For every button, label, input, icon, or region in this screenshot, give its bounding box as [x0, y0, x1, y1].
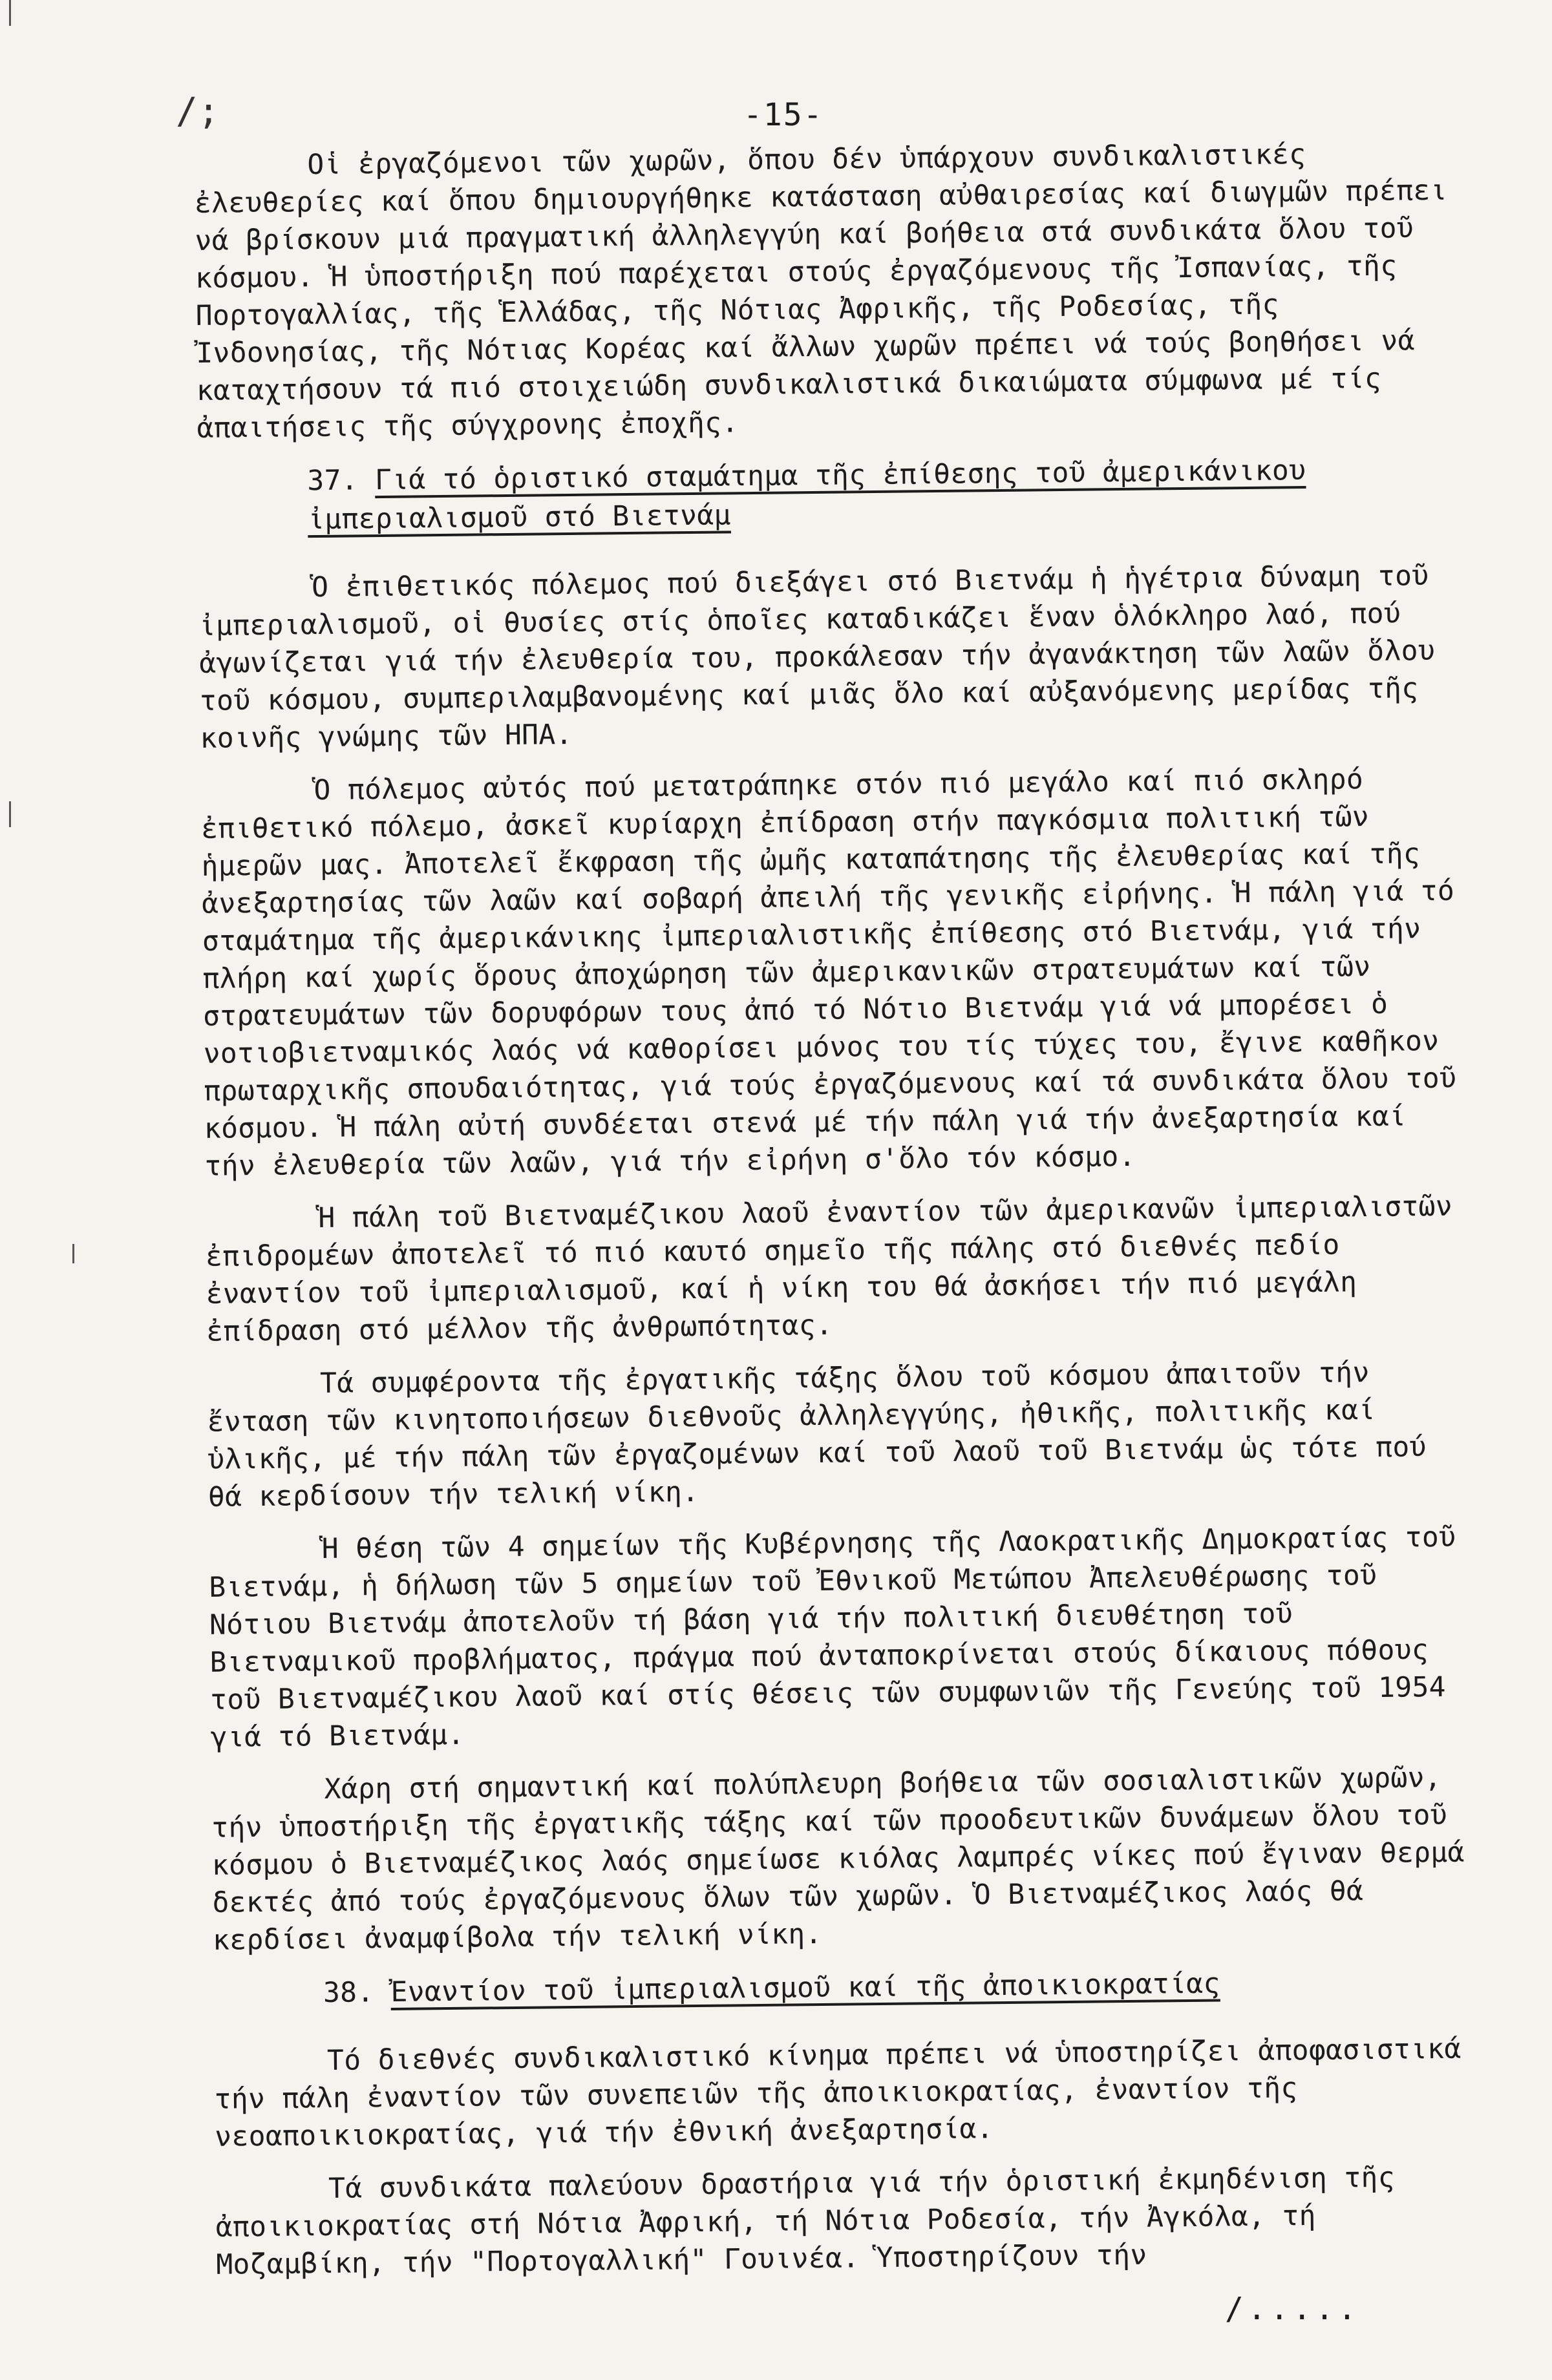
page-number: -15-: [743, 97, 824, 133]
margin-mark-left-2: [72, 1244, 74, 1263]
section-38-paragraph-1: Τό διεθνές συνδικαλιστικό κίνημα πρέπει νά ὑποστηρίζει ἀποφασιστικά τήν πάλη ἐναντίον τῶν συνεπειῶν τῆς ἀποικιοκρατίας, ἐναντίον τῆς νεοαποικιοκρατίας, γιά τήν ἐθνική ἀνεξαρτησία.: [214, 2032, 1478, 2153]
section-37-paragraph-6: Χάρη στή σημαντική καί πολύπλευρη βοήθεια τῶν σοσιαλιστικῶν χωρῶν, τήν ὑποστήριξη τῆς ἐργατικῆς τάξης καί τῶν προοδευτικῶν δυνάμεων ὅλου τοῦ κόσμου ὁ Βιετναμέζικος λαός σημείωσε κιόλας λαμπρές νίκες πού ἔγιναν θερμά δεκτές ἀπό τούς ἐργαζόμενους ὅλων τῶν χωρῶν. Ὁ Βιετναμέζικος λαός θά κερδίσει ἀναμφίβολα τήν τελική νίκη.: [211, 1761, 1482, 1957]
section-37-paragraph-4: Τά συμφέροντα τῆς ἐργατικῆς τάξης ὅλου τοῦ κόσμου ἀπαιτοῦν τήν ἔνταση τῶν κινητοποιήσεων διεθνοῦς ἀλληλεγγύης, ἠθικῆς, πολιτικῆς καί ὑλικῆς, μέ τήν πάλη τῶν ἐργαζομένων καί τοῦ λαοῦ τοῦ Βιετνάμ ὡς τότε πού θά κερδίσουν τήν τελική νίκη.: [207, 1356, 1444, 1513]
section-38-number: 38.: [323, 1976, 374, 2010]
section-37-paragraph-2: Ὁ πόλεμος αὐτός πού μετατράπηκε στόν πιό μεγάλο καί πιό σκληρό ἐπιθετικό πόλεμο, ἀσκεῖ κυρίαρχη ἐπίδραση στήν παγκόσμια πολιτική τῶν ἡμερῶν μας. Ἀποτελεῖ ἔκφραση τῆς ὠμῆς καταπάτησης τῆς ἐλευθερίας καί τῆς ἀνεξαρτησίας τῶν λαῶν καί σοβαρή ἀπειλή τῆς γενικῆς εἰρήνης. Ἡ πάλη γιά τό σταμάτημα τῆς ἀμερικάνικης ἰμπεριαλιστικῆς ἐπίθεσης στό Βιετνάμ, γιά τήν πλήρη καί χωρίς ὅρους ἀποχώρηση τῶν ἀμερικανικῶν στρατευμάτων καί τῶν στρατευμάτων τῶν δορυφόρων τους ἀπό τό Νότιο Βιετνάμ γιά νά μπορέσει ὁ νοτιοβιετναμικός λαός νά καθορίσει μόνος του τίς τύχες του, ἔγινε καθῆκον πρωταρχικῆς σπουδαιότητας, γιά τούς ἐργαζόμενους καί τά συνδικάτα ὅλου τοῦ κόσμου. Ἡ πάλη αὐτή συνδέεται στενά μέ τήν πάλη γιά τήν ἀνεξαρτησία καί τήν ἐλευθερία τῶν λαῶν, γιά τήν εἰρήνη σ'ὅλο τόν κόσμο.: [200, 763, 1474, 1183]
section-37-paragraph-1: Ὁ ἐπιθετικός πόλεμος πού διεξάγει στό Βιετνάμ ἡ ἡγέτρια δύναμη τοῦ ἰμπεριαλισμοῦ, οἱ θυσίες στίς ὁποῖες καταδικάζει ἕναν ὁλόκληρο λαό, πού ἀγωνίζεται γιά τήν ἐλευθερία του, προκάλεσαν τήν ἀγανάκτηση τῶν λαῶν ὅλου τοῦ κόσμου, συμπεριλαμβανομένης καί μιᾶς ὅλο καί αὐξανόμενης μερίδας τῆς κοινῆς γνώμης τῶν ΗΠΑ.: [198, 559, 1452, 755]
section-38-paragraph-2: Τά συνδικάτα παλεύουν δραστήρια γιά τήν ὁριστική ἐκμηδένιση τῆς ἀποικιοκρατίας στή Νότια Ἀφρική, τή Νότια Ροδεσία, τήν Ἀγκόλα, τή Μοζαμβίκη, τήν "Πορτογαλλική" Γουινέα. Ὑποστηρίζουν τήν: [215, 2161, 1412, 2281]
section-38-heading: [213, 1961, 1474, 2013]
paragraph-intro: Οἱ ἐργαζόμενοι τῶν χωρῶν, ὅπου δέν ὑπάρχουν συνδικαλιστικές ἐλευθερίες καί ὅπου δημιουργήθηκε κατάσταση αὐθαιρεσίας καί διωγμῶν πρέπει νά βρίσκουν μιά πραγματική ἀλληλεγγύη καί βοήθεια στά συνδικάτα ὅλου τοῦ κόσμου. Ἡ ὑποστήριξη πού παρέχεται στούς ἐργαζόμενους τῆς Ἰσπανίας, τῆς Πορτογαλλίας, τῆς Ἑλλάδας, τῆς Νότιας Ἀφρικῆς, τῆς Ροδεσίας, τῆς Ἰνδονησίας, τῆς Νότιας Κορέας καί ἄλλων χωρῶν πρέπει νά τούς βοηθήσει νά καταχτήσουν τά πιό στοιχειώδη συνδικαλιστικά δικαιώματα σύμφωνα μέ τίς ἀπαιτήσεις τῆς σύγχρονης ἐποχῆς.: [194, 138, 1465, 445]
section-37-paragraph-5: Ἡ θέση τῶν 4 σημείων τῆς Κυβέρνησης τῆς Λαοκρατικῆς Δημοκρατίας τοῦ Βιετνάμ, ἡ δήλωση τῶν 5 σημείων τοῦ Ἐθνικοῦ Μετώπου Ἀπελευθέρωσης τοῦ Νότιου Βιετνάμ ἀποτελοῦν τή βάση γιά τήν πολιτική διευθέτηση τοῦ Βιετναμικοῦ προβλήματος, πράγμα πού ἀνταποκρίνεται στούς δίκαιους πόθους τοῦ Βιετναμέζικου λαοῦ καί στίς θέσεις τῶν συμφωνιῶν τῆς Γενεύης τοῦ 1954 γιά τό Βιετνάμ.: [209, 1521, 1473, 1754]
corner-mark: /;: [176, 90, 220, 132]
body-text: [194, 134, 1482, 2299]
continuation-mark: /.....: [1225, 2291, 1361, 2327]
section-37-title: Γιά τό ὁριστικό σταμάτημα τῆς ἐπίθεσης τοῦ ἀμερικάνικου ἰμπεριαλισμοῦ στό Βιετνάμ: [307, 454, 1306, 536]
section-37-heading: [197, 450, 1458, 540]
section-38-title: Ἐναντίον τοῦ ἰμπεριαλισμοῦ καί τῆς ἀποικιοκρατίας: [390, 1967, 1220, 2008]
section-37-paragraph-3: Ἡ πάλη τοῦ Βιετναμέζικου λαοῦ ἐναντίον τῶν ἀμερικανῶν ἰμπεριαλιστῶν ἐπιδρομέων ἀποτελεῖ τό πιό καυτό σημεῖο τῆς πάλης στό διεθνές πεδίο ἐναντίον τοῦ ἰμπεριαλισμοῦ, καί ἡ νίκη του θά ἀσκήσει τήν πιό μεγάλη ἐπίδραση στό μέλλον τῆς ἀνθρωπότητας.: [205, 1190, 1470, 1348]
margin-mark-top: [9, 0, 11, 26]
margin-mark-left-1: [9, 801, 11, 827]
section-37-number: 37.: [307, 464, 359, 498]
